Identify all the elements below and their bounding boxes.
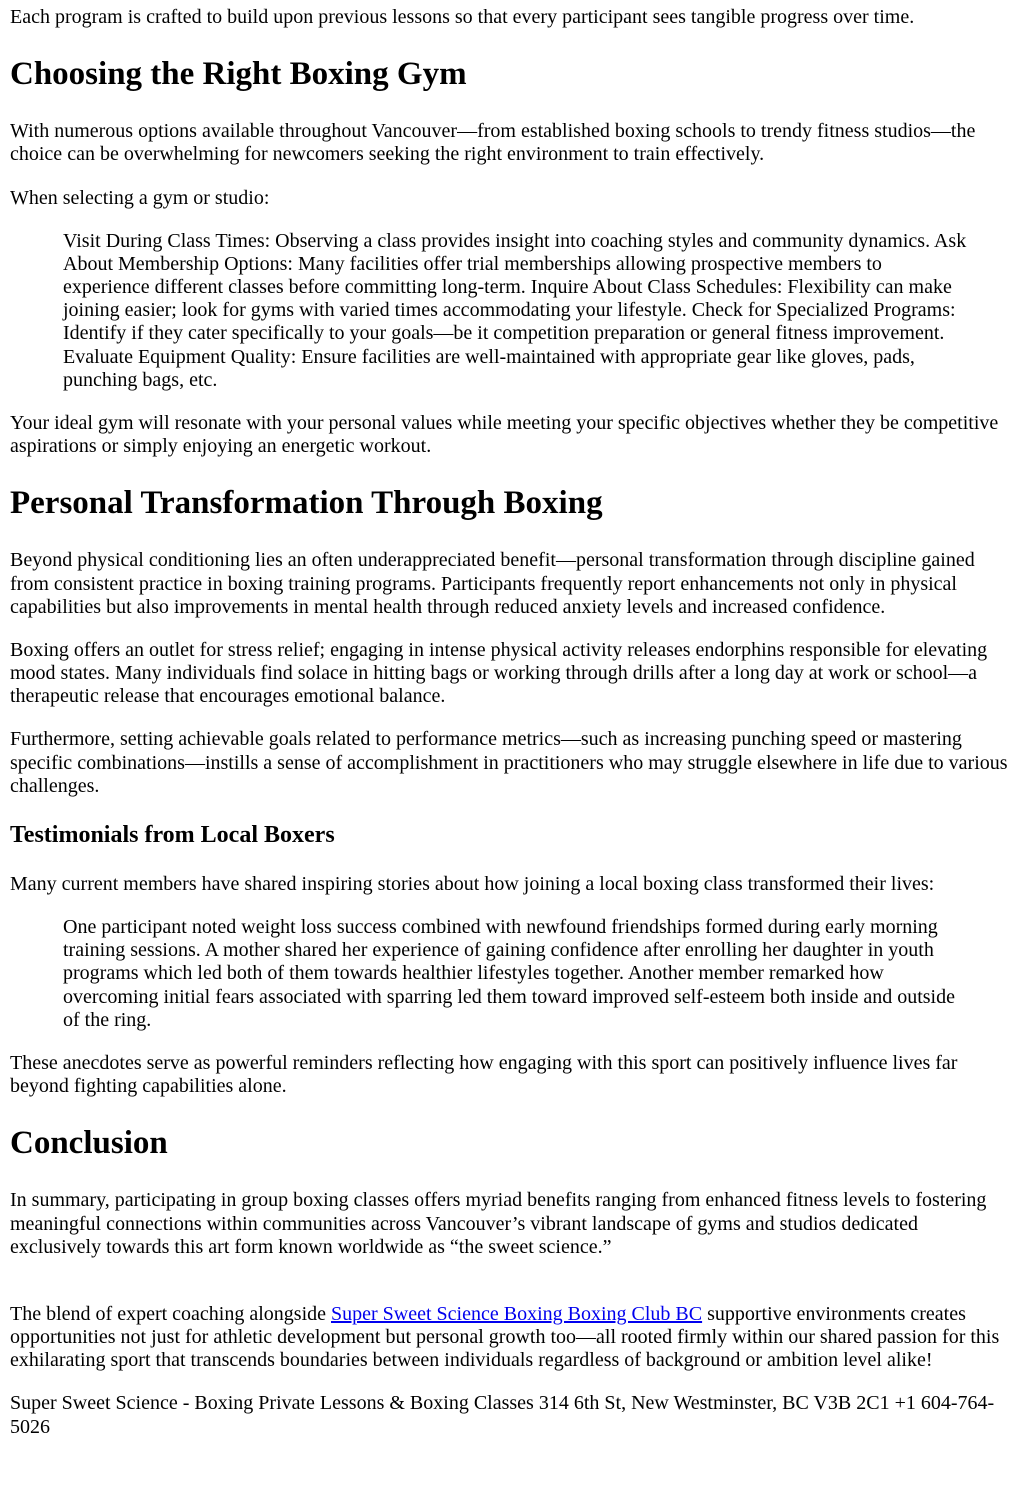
conclusion-link-paragraph [10, 1303, 1014, 1373]
choosing-paragraph-2: When selecting a gym or studio: [10, 186, 270, 209]
choosing-paragraph-3: Your ideal gym will resonate with your personal values while meeting your specific objectives whether they be competitive aspirations or simply enjoying an energetic workout. [10, 412, 999, 458]
gym-selection-tips-text: Visit During Class Times: Observing a class provides insight into coaching styles and community dynamics. Ask About Membership Options: Many facilities offer trial memberships allowing prospective members to experience different classes before committing long-term. Inquire About Class Schedules: Flexibility can make joining easier; look for gyms with varied times accommodating your lifestyle. Check for Specialized Programs: Identify if they cater specifically to your goals—be it competition preparation or general fitness improvement. Evaluate Equipment Quality: Ensure facilities are well-maintained with appropriate gear like gloves, pads, punching bags, etc. [63, 229, 967, 391]
heading-testimonials-from-local-boxers: Testimonials from Local Boxers [10, 822, 335, 849]
testimonials-paragraph-1: Many current members have shared inspiring stories about how joining a local boxing class transformed their lives: [10, 872, 935, 895]
conclusion-paragraph-1: In summary, participating in group boxing classes offers myriad benefits ranging from enhanced fitness levels to fostering meaningful connections within communities across Vancouver’s vibrant landscape of gyms and studios dedicated exclusively towards this art form known worldwide as “the sweet science.” [10, 1189, 987, 1258]
conclusion-link-paragraph-after: supportive environments creates opportunities not just for athletic development but personal growth too—all rooted firmly within our shared passion for this exhilarating sport that transcends boundaries between individuals regardless of background or ambition level alike! [10, 1302, 1000, 1372]
heading-choosing-the-right-boxing-gym: Choosing the Right Boxing Gym [10, 56, 467, 93]
heading-personal-transformation-through-boxing: Personal Transformation Through Boxing [10, 485, 603, 522]
testimonials-paragraph-2: These anecdotes serve as powerful reminders reflecting how engaging with this sport can positively influence lives far beyond fighting capabilities alone. [10, 1052, 958, 1098]
conclusion-link-paragraph-before: The blend of expert coaching alongside [10, 1302, 331, 1325]
transformation-paragraph-2: Boxing offers an outlet for stress relief; engaging in intense physical activity releases endorphins responsible for elevating mood states. Many individuals find solace in hitting bags or working through drills after a long day at work or school—a therapeutic release that encourages emotional balance. [10, 638, 988, 708]
testimonials-blockquote [63, 916, 971, 1032]
article-body [10, 6, 1014, 1439]
choosing-paragraph-1: With numerous options available throughout Vancouver—from established boxing schools to trendy fitness studios—the choice can be overwhelming for newcomers seeking the right environment to train effectively. [10, 120, 976, 166]
intro-paragraph: Each program is crafted to build upon previous lessons so that every participant sees tangible progress over time. [10, 6, 915, 28]
testimonials-quote-text: One participant noted weight loss success combined with newfound friendships formed during early morning training sessions. A mother shared her experience of gaining confidence after enrolling her daughter in youth programs which led both of them towards healthier lifestyles together. Another member remarked how overcoming initial fears associated with sparring led them toward improved self-esteem both inside and outside of the ring. [63, 916, 955, 1031]
transformation-paragraph-3: Furthermore, setting achievable goals related to performance metrics—such as increasing punching speed or mastering specific combinations—instills a sense of accomplishment in practitioners who may struggle elsewhere in life due to various challenges. [10, 728, 1008, 797]
gym-selection-tips-blockquote [63, 230, 971, 392]
business-address-paragraph: Super Sweet Science - Boxing Private Lessons & Boxing Classes 314 6th St, New Westminster, BC V3B 2C1 +1 604-764-5026 [10, 1392, 995, 1438]
heading-conclusion: Conclusion [10, 1125, 168, 1162]
boxing-club-link[interactable]: Super Sweet Science Boxing Boxing Club BC [331, 1302, 703, 1325]
transformation-paragraph-1: Beyond physical conditioning lies an often underappreciated benefit—personal transformation through discipline gained from consistent practice in boxing training programs. Participants frequently report enhancements not only in physical capabilities but also improvements in mental health through reduced anxiety levels and increased confidence. [10, 549, 975, 618]
